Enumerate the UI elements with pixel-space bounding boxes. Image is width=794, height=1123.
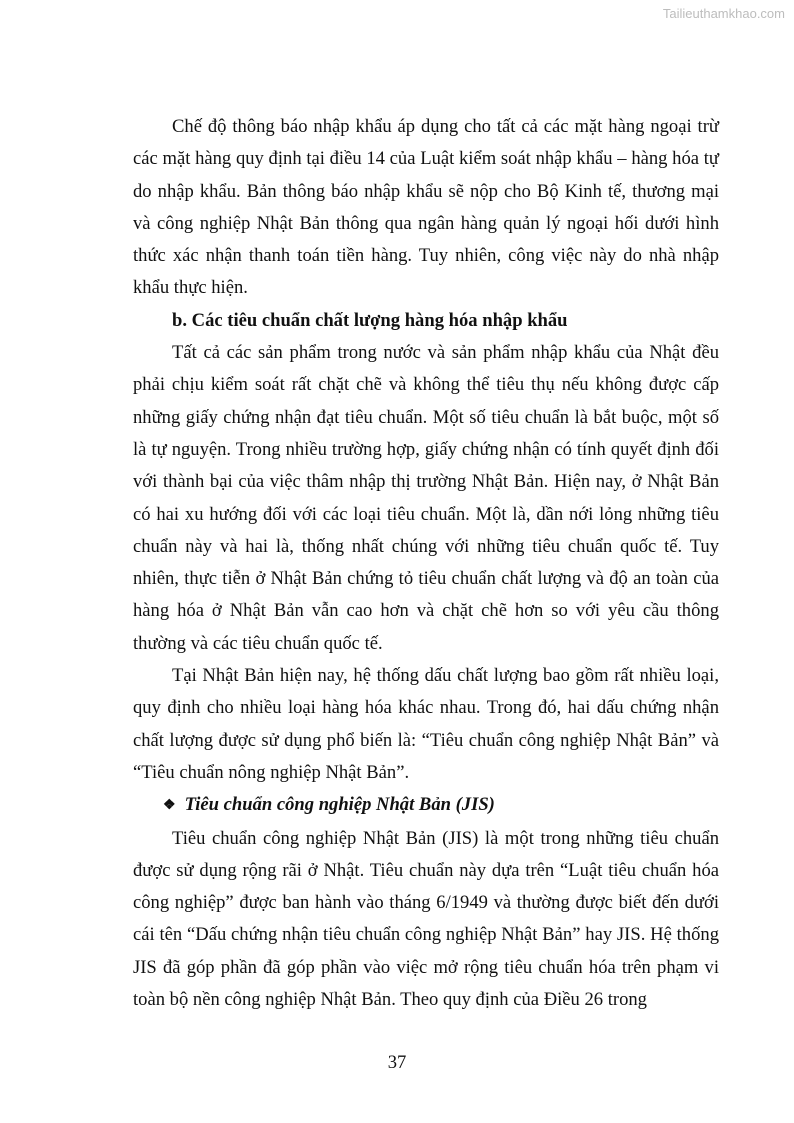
document-body: [133, 111, 719, 1016]
paragraph-quality-marks: Tại Nhật Bản hiện nay, hệ thống dấu chất lượng bao gồm rất nhiều loại, quy định cho nhiều loại hàng hóa khác nhau. Trong đó, hai dấu chứng nhận chất lượng được sử dụng phổ biến là: “Tiêu chuẩn công nghiệp Nhật Bản” và “Tiêu chuẩn nông nghiệp Nhật Bản”.: [133, 665, 719, 783]
watermark: Tailieuthamkhao.com: [662, 6, 785, 21]
diamond-bullet-icon: ❖: [163, 798, 176, 814]
subheading-jis-label: Tiêu chuẩn công nghiệp Nhật Bản (JIS): [184, 794, 495, 816]
paragraph-quality-control: Tất cả các sản phẩm trong nước và sản phẩm nhập khẩu của Nhật đều phải chịu kiểm soát rất chặt chẽ và không thể tiêu thụ nếu không được cấp những giấy chứng nhận đạt tiêu chuẩn. Một số tiêu chuẩn là bắt buộc, một số là tự nguyện. Trong nhiều trường hợp, giấy chứng nhận có tính quyết định đối với thành bại của việc thâm nhập thị trường Nhật Bản. Hiện nay, ở Nhật Bản có hai xu hướng đối với các loại tiêu chuẩn. Một là, dần nới lỏng những tiêu chuẩn này và hai là, thống nhất chúng với những tiêu chuẩn quốc tế. Tuy nhiên, thực tiễn ở Nhật Bản chứng tỏ tiêu chuẩn chất lượng và độ an toàn của hàng hóa ở Nhật Bản vẫn cao hơn và chặt chẽ hơn so với yêu cầu thông thường và các tiêu chuẩn quốc tế.: [133, 342, 719, 654]
paragraph-import-notification: Chế độ thông báo nhập khẩu áp dụng cho tất cả các mặt hàng ngoại trừ các mặt hàng quy định tại điều 14 của Luật kiểm soát nhập khẩu – hàng hóa tự do nhập khẩu. Bản thông báo nhập khẩu sẽ nộp cho Bộ Kinh tế, thương mại và công nghiệp Nhật Bản thông qua ngân hàng quản lý ngoại hối dưới hình thức xác nhận thanh toán tiền hàng. Tuy nhiên, công việc này do nhà nhập khẩu thực hiện.: [133, 116, 719, 299]
paragraph-jis-description: Tiêu chuẩn công nghiệp Nhật Bản (JIS) là một trong những tiêu chuẩn được sử dụng rộng rãi ở Nhật. Tiêu chuẩn này dựa trên “Luật tiêu chuẩn hóa công nghiệp” được ban hành vào tháng 6/1949 và thường được biết đến dưới cái tên “Dấu chứng nhận tiêu chuẩn công nghiệp Nhật Bản” hay JIS. Hệ thống JIS đã góp phần đã góp phần vào việc mở rộng tiêu chuẩn hóa trên phạm vi toàn bộ nền công nghiệp Nhật Bản. Theo quy định của Điều 26 trong: [133, 827, 719, 1011]
subheading-jis: [133, 789, 719, 822]
page-number: 37: [387, 1052, 407, 1073]
section-heading-quality-standards: b. Các tiêu chuẩn chất lượng hàng hóa nhập khẩu: [172, 309, 568, 331]
